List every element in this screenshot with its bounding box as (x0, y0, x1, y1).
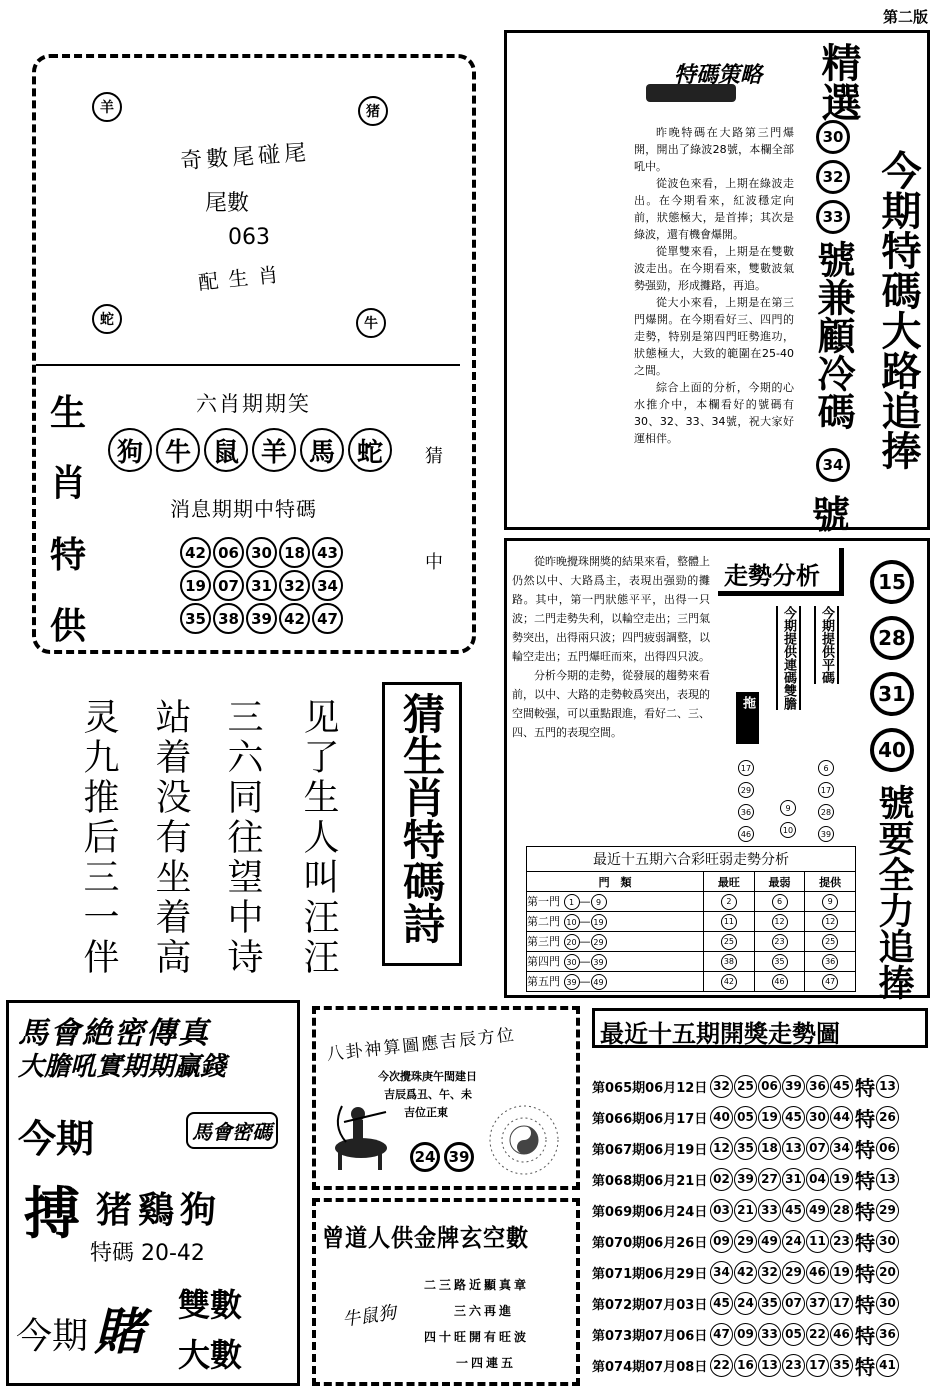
strategy-logo (640, 56, 770, 112)
draw-label: 第074期07月08日 (592, 1359, 708, 1375)
tail-sub: 配生肖 (197, 261, 290, 295)
cold-number: 46 (772, 974, 788, 990)
tail-headline: 奇數尾碰尾 (179, 140, 311, 175)
range-end: 9 (591, 894, 607, 910)
draw-number: 06 (758, 1075, 781, 1098)
draw-label: 第070期06月26日 (592, 1235, 708, 1251)
trend-logo: 走勢分析 (724, 562, 820, 590)
col-flat-numbers (818, 760, 834, 842)
draw-number: 05 (734, 1106, 757, 1129)
special-char: 特 (855, 1075, 875, 1100)
give-number: 9 (822, 894, 838, 910)
trend-paragraph: 分析今期的走勢，從發展的趨勢來看前，以中、大路的走勢較爲突出，表現的空間較强，可以重點跟進，看好二、三、四、五門的表現空間。 (512, 669, 710, 739)
pick-number: 33 (816, 200, 850, 234)
door-label: 第五門 (527, 974, 560, 988)
draw-number: 09 (710, 1230, 733, 1253)
grid-number: 39 (246, 603, 277, 634)
draw-number: 04 (806, 1168, 829, 1191)
trend-table-title: 最近十五期六合彩旺弱走勢分析 (527, 847, 856, 872)
draw-number: 32 (758, 1261, 781, 1284)
draw-number: 45 (710, 1292, 733, 1315)
zodiac-side-title-2: 肖 (50, 462, 87, 504)
strategy-text (634, 124, 794, 447)
table-row: 第五門 39 — 49 42 46 47 (527, 972, 856, 992)
fax-stamp: 馬會密碼 (186, 1112, 278, 1149)
give-number: 12 (822, 914, 838, 930)
col-label-drag: 拖 (736, 692, 759, 744)
draw-row (592, 1353, 900, 1377)
draw-number: 23 (782, 1354, 805, 1377)
six-zodiac-line: 六肖期期笑 (196, 392, 311, 416)
draw-number: 49 (758, 1230, 781, 1253)
zodiac-corner-ox: 牛 (356, 308, 386, 338)
range-start: 1 (564, 894, 580, 910)
draws-title: 最近十五期開獎走勢圖 (600, 1020, 840, 1048)
draw-number: 46 (830, 1323, 853, 1346)
fax-dual: 雙數 (178, 1286, 243, 1324)
draw-number: 05 (782, 1323, 805, 1346)
draw-row (592, 1229, 900, 1253)
give-number: 47 (822, 974, 838, 990)
big-number: 28 (870, 616, 914, 660)
draw-number: 29 (734, 1230, 757, 1253)
range-end: 19 (591, 914, 607, 930)
strategy-paragraph: 從波色來看，上期在綠波走出。在今期看來，紅波穩定向前，狀態極大，是首捧；其次是綠波，還有機會爆開。 (634, 177, 794, 241)
edition-label: 第二版 (882, 8, 928, 26)
draw-number: 19 (830, 1261, 853, 1284)
gold-line-2: 三六再進 (454, 1304, 515, 1318)
strategy-side-title: 今期特碼大路追捧 (875, 150, 921, 470)
draw-number: 33 (758, 1199, 781, 1222)
draw-label: 第069期06月24日 (592, 1204, 708, 1220)
draw-number: 44 (830, 1106, 853, 1129)
bagua-compass-icon (482, 1100, 566, 1180)
draw-row (592, 1136, 900, 1160)
special-char: 特 (855, 1137, 875, 1162)
tail-label: 尾數 (205, 191, 250, 216)
table-header: 提供 (805, 872, 856, 892)
draw-label: 第068期06月21日 (592, 1173, 708, 1189)
flat-number: 6 (818, 760, 834, 776)
special-char: 特 (855, 1106, 875, 1131)
draw-special-number: 13 (876, 1075, 899, 1098)
draw-number: 23 (830, 1230, 853, 1253)
zodiac-corner-sheep: 羊 (92, 92, 122, 122)
draw-number: 13 (758, 1354, 781, 1377)
grid-number: 38 (213, 603, 244, 634)
box-divider (36, 364, 460, 366)
hot-number: 11 (721, 914, 737, 930)
strategy-paragraph: 從大小來看，上期是在第三門爆開。在今期看好三、四門的走勢，特别是第四門旺勢進功，狀態極大，大致的範圍在25-40之間。 (634, 296, 794, 377)
special-char: 特 (855, 1168, 875, 1193)
pair-number: 10 (780, 822, 796, 838)
special-char: 特 (855, 1354, 875, 1379)
bagua-line-3: 吉位正東 (404, 1106, 448, 1119)
poem-title: 猜生肖特碼詩 (397, 692, 446, 944)
draw-number: 34 (830, 1137, 853, 1160)
draw-number: 18 (758, 1137, 781, 1160)
grid-number: 18 (279, 537, 310, 568)
grid-number: 42 (180, 537, 211, 568)
draw-label: 第065期06月12日 (592, 1080, 708, 1096)
hot-number: 42 (721, 974, 737, 990)
grid-number: 32 (279, 570, 310, 601)
strategy-paragraph: 昨晚特碼在大路第三門爆開，開出了綠波28號，本欄全部吼中。 (634, 126, 794, 173)
gold-line-4: 一四連五 (456, 1356, 517, 1370)
draw-label: 第072期07月03日 (592, 1297, 708, 1313)
door-label: 第一門 (527, 894, 560, 908)
drag-number: 36 (738, 804, 754, 820)
trend-text (512, 552, 710, 742)
fax-this-issue: 今期 (18, 1117, 95, 1161)
flat-number: 17 (818, 782, 834, 798)
bagua-line-2: 吉辰爲丑、午、未 (384, 1088, 472, 1101)
zodiac-horse: 馬 (300, 428, 344, 472)
door-label: 第四門 (527, 954, 560, 968)
draw-number: 45 (782, 1199, 805, 1222)
pick-number-cold: 34 (816, 448, 850, 482)
draw-number: 22 (710, 1354, 733, 1377)
zodiac-snake: 蛇 (348, 428, 392, 472)
draw-number: 30 (806, 1106, 829, 1129)
draw-number: 07 (806, 1137, 829, 1160)
special-line: 消息期期中特碼 (170, 497, 317, 521)
draw-number: 40 (710, 1106, 733, 1129)
trend-table-wrap (526, 846, 856, 992)
hot-number: 25 (721, 934, 737, 950)
draw-number: 45 (782, 1106, 805, 1129)
fax-this-issue-2: 今期 (16, 1316, 89, 1357)
draw-number: 45 (830, 1075, 853, 1098)
flat-number: 39 (818, 826, 834, 842)
draw-number: 36 (806, 1075, 829, 1098)
draw-row (592, 1260, 900, 1284)
fax-title: 馬會絶密傳真 (18, 1016, 210, 1051)
trend-paragraph: 從昨晚攪珠開獎的結果來看，整體上仍然以中、大路爲主，表現出强勁的攤路。其中，第一門狀態平平，出得一只波；二門走勢失利，以輪空走出；三門氣勢突出，出得兩只波；四門疲弱調整，以輪空走出；五門爆旺而來，出得四只波。 (512, 555, 710, 663)
trend-big-numbers (870, 560, 914, 772)
col-label-pair: 今期提供連碼雙膽 (776, 606, 801, 710)
draw-number: 16 (734, 1354, 757, 1377)
draw-number: 13 (782, 1137, 805, 1160)
table-header: 門 類 (527, 872, 704, 892)
draw-row (592, 1074, 900, 1098)
big-number: 15 (870, 560, 914, 604)
grid-number: 30 (246, 537, 277, 568)
archer-rider-icon (324, 1086, 398, 1176)
flat-number: 28 (818, 804, 834, 820)
draw-number: 21 (734, 1199, 757, 1222)
draw-row (592, 1198, 900, 1222)
table-row: 第二門 10 — 19 11 12 12 (527, 912, 856, 932)
draw-number: 17 (830, 1292, 853, 1315)
zodiac-row (108, 428, 392, 472)
draw-number: 37 (806, 1292, 829, 1315)
grid-number: 06 (213, 537, 244, 568)
zodiac-corner-pig: 猪 (358, 96, 388, 126)
big-number: 31 (870, 672, 914, 716)
draw-number: 25 (734, 1075, 757, 1098)
range-end: 49 (591, 974, 607, 990)
pick-number: 32 (816, 160, 850, 194)
zodiac-number-grid (180, 537, 343, 634)
draw-special-number: 30 (876, 1230, 899, 1253)
draw-number: 07 (782, 1292, 805, 1315)
pick-end: 號 (812, 493, 851, 537)
door-label: 第二門 (527, 914, 560, 928)
grid-number: 35 (180, 603, 211, 634)
grid-number: 42 (279, 603, 310, 634)
draw-number: 24 (734, 1292, 757, 1315)
draw-label: 第067期06月19日 (592, 1142, 708, 1158)
draw-special-number: 06 (876, 1137, 899, 1160)
draw-number: 46 (806, 1261, 829, 1284)
zodiac-ox: 牛 (156, 428, 200, 472)
strategy-logo-text: 特碼策略 (674, 63, 763, 88)
table-row: 第四門 30 — 39 38 35 36 (527, 952, 856, 972)
grid-number: 43 (312, 537, 343, 568)
range-start: 30 (564, 954, 580, 970)
trend-table (526, 846, 856, 992)
zodiac-rat: 鼠 (204, 428, 248, 472)
zodiac-side-title-3: 特 (50, 534, 87, 576)
range-start: 39 (564, 974, 580, 990)
poem-column-2: 三六同往望中诗 (222, 698, 263, 978)
draw-number: 39 (782, 1075, 805, 1098)
gold-sign: 牛鼠狗 (341, 1302, 398, 1331)
draw-number: 31 (782, 1168, 805, 1191)
strategy-paragraph: 從單雙來看，上期是在雙數波走出。在今期看來，雙數波氣勢强勁，形成攤路，再追。 (634, 245, 794, 292)
draw-row (592, 1291, 900, 1315)
tail-digits: 063 (228, 225, 270, 250)
pick-circles (816, 120, 850, 234)
pick-mid: 號兼顧冷碼 (811, 240, 855, 430)
fax-bet-char: 搏 (24, 1182, 80, 1247)
draw-number: 03 (710, 1199, 733, 1222)
give-number: 36 (822, 954, 838, 970)
trend-side-title: 號要全力追捧 (873, 784, 914, 1000)
guess-char-1: 猜 (425, 446, 443, 467)
draw-number: 39 (734, 1168, 757, 1191)
cold-number: 23 (772, 934, 788, 950)
draw-number: 32 (710, 1075, 733, 1098)
cold-number: 35 (772, 954, 788, 970)
zodiac-corner-snake: 蛇 (92, 304, 122, 334)
range-start: 20 (564, 934, 580, 950)
fax-special: 特碼 20-42 (90, 1241, 205, 1266)
gold-line-1: 二三路近顯真章 (424, 1278, 530, 1292)
col-label-flat: 今期提供平碼 (814, 606, 839, 684)
draw-number: 27 (758, 1168, 781, 1191)
table-header: 最弱 (754, 872, 805, 892)
fax-subtitle: 大膽吼實期期贏錢 (18, 1052, 227, 1082)
table-row: 第一門 1 — 9 2 6 9 (527, 892, 856, 912)
special-char: 特 (855, 1199, 875, 1224)
draw-number: 19 (830, 1168, 853, 1191)
special-char: 特 (855, 1261, 875, 1286)
bagua-number: 24 (410, 1142, 440, 1172)
bagua-number: 39 (444, 1142, 474, 1172)
draw-special-number: 36 (876, 1323, 899, 1346)
zodiac-side-title-1: 生 (50, 392, 87, 434)
fax-gamble: 賭 (94, 1303, 144, 1361)
draw-number: 09 (734, 1323, 757, 1346)
bagua-numbers (410, 1142, 474, 1172)
grid-number: 31 (246, 570, 277, 601)
draw-number: 12 (710, 1137, 733, 1160)
zodiac-sheep: 羊 (252, 428, 296, 472)
draw-special-number: 20 (876, 1261, 899, 1284)
grid-number: 47 (312, 603, 343, 634)
give-number: 25 (822, 934, 838, 950)
draw-number: 42 (734, 1261, 757, 1284)
draw-number: 34 (710, 1261, 733, 1284)
bagua-line-1: 今次攪珠庚午閏建日 (378, 1070, 477, 1083)
draw-number: 33 (758, 1323, 781, 1346)
drag-number: 29 (738, 782, 754, 798)
fax-big: 大數 (178, 1336, 243, 1374)
special-char: 特 (855, 1292, 875, 1317)
zodiac-dog: 狗 (108, 428, 152, 472)
col-drag-numbers (738, 760, 754, 842)
pick-top: 精選 (815, 42, 861, 122)
pair-number: 9 (780, 800, 796, 816)
hot-number: 2 (721, 894, 737, 910)
draw-row (592, 1167, 900, 1191)
draw-number: 35 (758, 1292, 781, 1315)
door-label: 第三門 (527, 934, 560, 948)
draw-number: 17 (806, 1354, 829, 1377)
grid-number: 19 (180, 570, 211, 601)
draw-row (592, 1105, 900, 1129)
zodiac-side-title-4: 供 (50, 605, 87, 647)
cold-number: 6 (772, 894, 788, 910)
draw-special-number: 29 (876, 1199, 899, 1222)
guess-char-2: 中 (425, 552, 443, 573)
hot-number: 38 (721, 954, 737, 970)
draw-number: 47 (710, 1323, 733, 1346)
poem-column-3: 站着没有坐着高 (150, 698, 191, 978)
fax-bet-zodiacs: 猪鷄狗 (96, 1189, 223, 1231)
draw-special-number: 41 (876, 1354, 899, 1377)
special-char: 特 (855, 1230, 875, 1255)
draw-label: 第073期07月06日 (592, 1328, 708, 1344)
draw-number: 35 (830, 1354, 853, 1377)
poem-column-1: 见了生人叫汪汪 (298, 698, 339, 978)
draw-number: 49 (806, 1199, 829, 1222)
range-end: 29 (591, 934, 607, 950)
range-start: 10 (564, 914, 580, 930)
big-number: 40 (870, 728, 914, 772)
poem-column-4: 灵九推后三一伴 (78, 698, 119, 978)
draw-number: 28 (830, 1199, 853, 1222)
draw-number: 02 (710, 1168, 733, 1191)
draw-special-number: 30 (876, 1292, 899, 1315)
table-row: 第三門 20 — 29 25 23 25 (527, 932, 856, 952)
bagua-title: 八卦神算圖應吉辰方位 (325, 1025, 517, 1065)
drag-number: 46 (738, 826, 754, 842)
draw-label: 第071期06月29日 (592, 1266, 708, 1282)
strategy-paragraph: 綜合上面的分析，今期的心水推介中，本欄看好的號碼有30、32、33、34號，祝大家好運相伴。 (634, 381, 794, 445)
gold-line-3: 四十旺開有旺波 (424, 1330, 530, 1344)
cold-number: 12 (772, 914, 788, 930)
table-header: 最旺 (704, 872, 755, 892)
draw-number: 35 (734, 1137, 757, 1160)
draw-special-number: 26 (876, 1106, 899, 1129)
draw-number: 22 (806, 1323, 829, 1346)
draw-number: 29 (782, 1261, 805, 1284)
grid-number: 34 (312, 570, 343, 601)
special-char: 特 (855, 1323, 875, 1348)
col-pair-numbers (780, 800, 796, 838)
gold-title: 曾道人供金牌玄空數 (322, 1224, 529, 1252)
draw-number: 19 (758, 1106, 781, 1129)
draw-label: 第066期06月17日 (592, 1111, 708, 1127)
drag-number: 17 (738, 760, 754, 776)
grid-number: 07 (213, 570, 244, 601)
pick-number: 30 (816, 120, 850, 154)
draw-special-number: 13 (876, 1168, 899, 1191)
draw-row (592, 1322, 900, 1346)
range-end: 39 (591, 954, 607, 970)
draw-number: 11 (806, 1230, 829, 1253)
draw-number: 24 (782, 1230, 805, 1253)
